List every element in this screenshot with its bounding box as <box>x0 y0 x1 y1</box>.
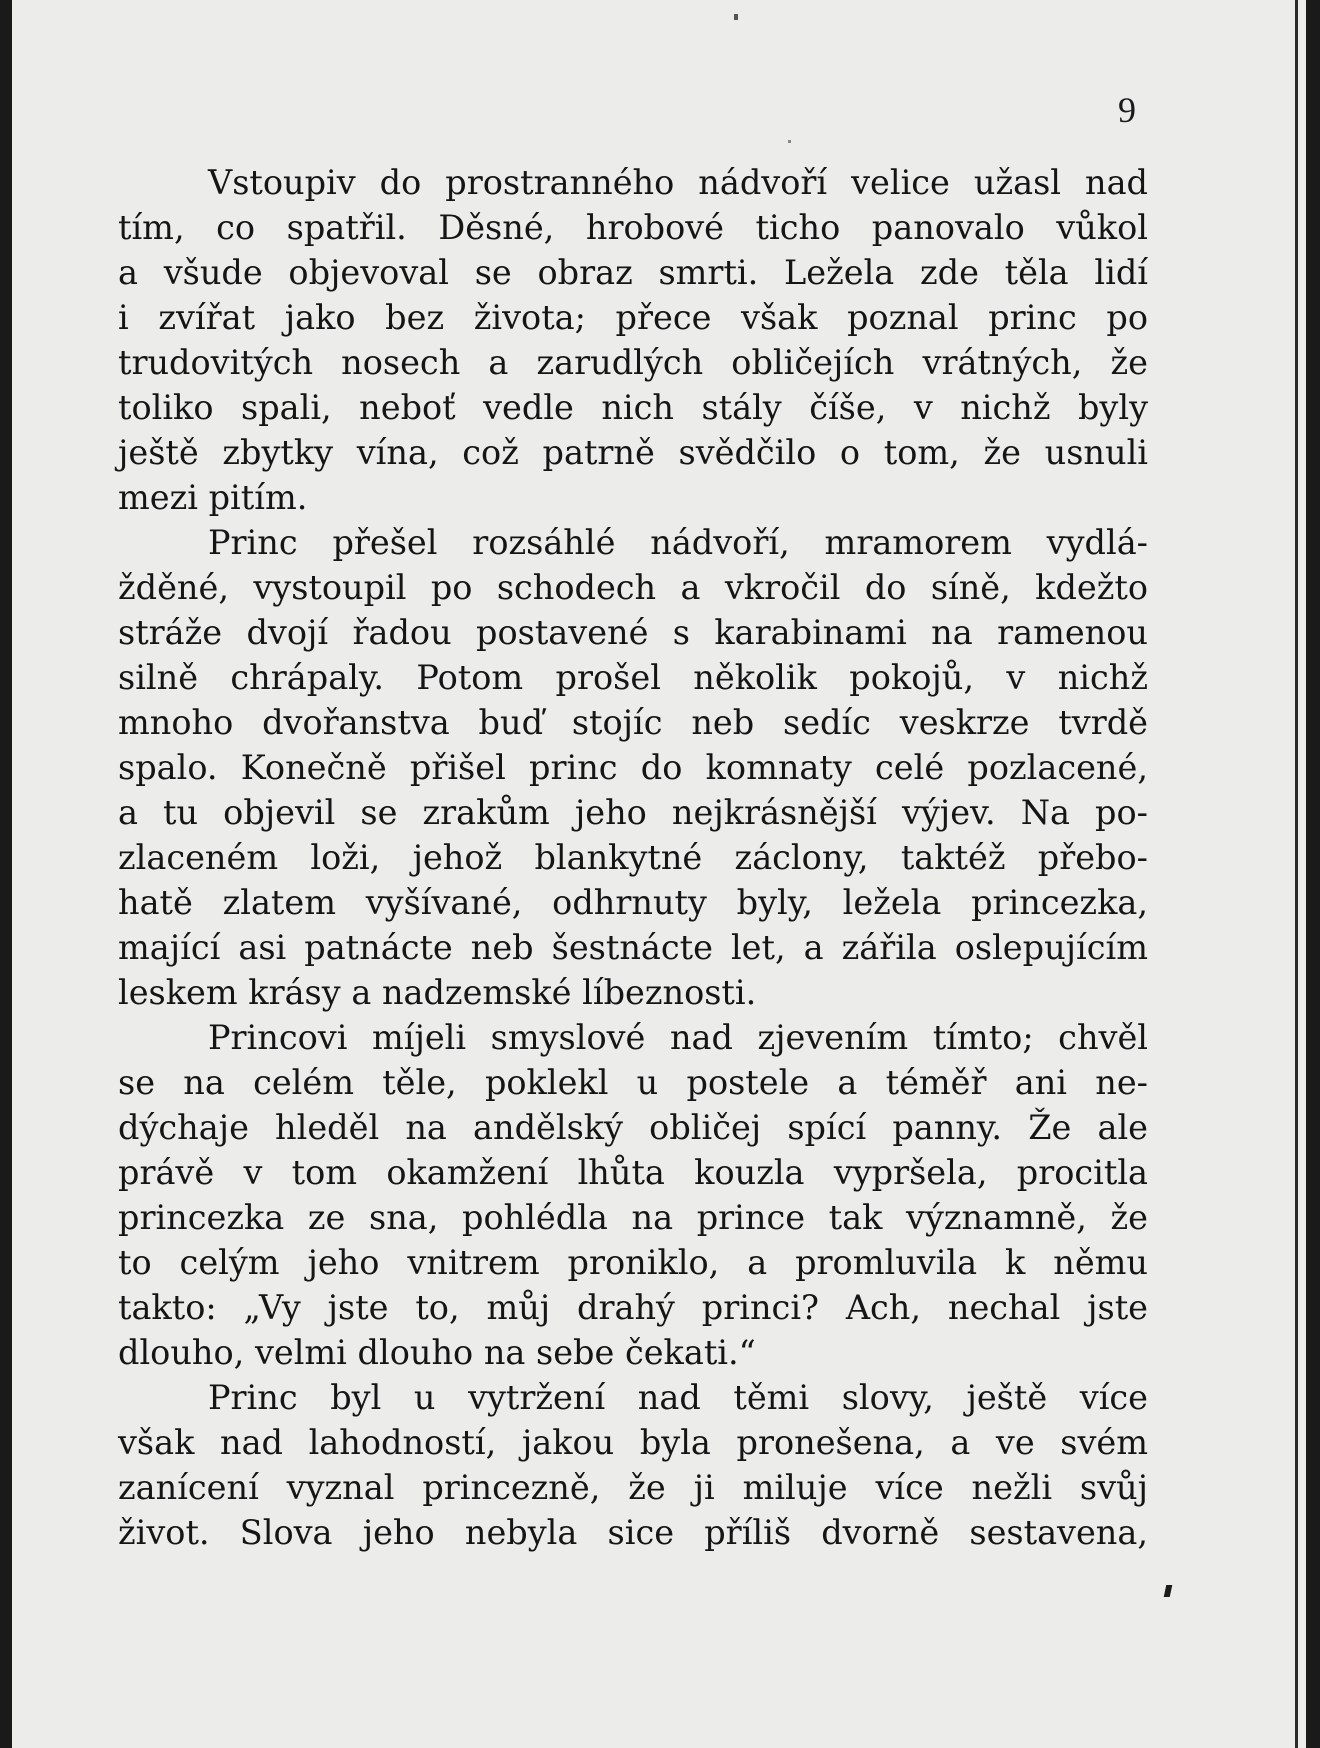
text-line: Vstoupiv do prostranného nádvoří velice užasl nad <box>208 163 1148 202</box>
text-line: i zvířat jako bez života; přece však poznal princ po <box>118 298 1148 337</box>
scan-speck-dot <box>788 140 791 143</box>
text-line: to celým jeho vnitrem proniklo, a promluvila k němu <box>118 1243 1148 1282</box>
text-line: stráže dvojí řadou postavené s karabinami na ramenou <box>118 613 1148 652</box>
text-line: však nad lahodností, jakou byla pronešena, a ve svém <box>118 1423 1148 1462</box>
text-line: žděné, vystoupil po schodech a vkročil do síně, kdežto <box>118 568 1148 607</box>
text-line: se na celém těle, poklekl u postele a téměř ani ne- <box>118 1063 1148 1102</box>
text-line: leskem krásy a nadzemské líbeznosti. <box>118 973 757 1012</box>
text-line: právě v tom okamžení lhůta kouzla vypršela, procitla <box>118 1153 1148 1192</box>
scan-speck-top <box>734 14 738 20</box>
scan-speck-margin <box>1164 1585 1173 1597</box>
scan-left-border <box>0 0 12 1748</box>
body-text <box>118 160 1148 1555</box>
text-line: hatě zlatem vyšívané, odhrnuty byly, ležela princezka, <box>118 883 1148 922</box>
text-line: Princovi míjeli smyslové nad zjevením tímto; chvěl <box>208 1018 1148 1057</box>
text-line: zanícení vyznal princezně, že ji miluje více nežli svůj <box>118 1468 1148 1507</box>
text-line: mnoho dvořanstva buď stojíc neb sedíc veskrze tvrdě <box>118 703 1148 742</box>
scan-right-edge-line <box>1295 0 1298 1748</box>
text-line: a všude objevoval se obraz smrti. Ležela zde těla lidí <box>118 253 1148 292</box>
text-line: dýchaje hleděl na andělský obličej spící panny. Že ale <box>118 1108 1148 1147</box>
text-line: silně chrápaly. Potom prošel několik pokojů, v nichž <box>118 658 1148 697</box>
text-line: zlaceném loži, jehož blankytné záclony, taktéž přebo- <box>118 838 1148 877</box>
text-line: toliko spali, neboť vedle nich stály číše, v nichž byly <box>118 388 1148 427</box>
text-line: princezka ze sna, pohlédla na prince tak významně, že <box>118 1198 1148 1237</box>
text-line: život. Slova jeho nebyla sice příliš dvorně sestavena, <box>118 1513 1148 1552</box>
page-number: 9 <box>1118 90 1136 130</box>
text-line: takto: „Vy jste to, můj drahý princi? Ach, nechal jste <box>118 1288 1148 1327</box>
text-line: a tu objevil se zrakům jeho nejkrásnější výjev. Na po- <box>118 793 1148 832</box>
text-line: Princ byl u vytržení nad těmi slovy, ještě více <box>208 1378 1148 1417</box>
text-line: trudovitých nosech a zarudlých obličejích vrátných, že <box>118 343 1148 382</box>
text-line: dlouho, velmi dlouho na sebe čekati.“ <box>118 1333 756 1372</box>
text-line: Princ přešel rozsáhlé nádvoří, mramorem vydlá- <box>208 523 1148 562</box>
text-line: ještě zbytky vína, což patrně svědčilo o tom, že usnuli <box>118 433 1148 472</box>
text-line: mezi pitím. <box>118 478 308 517</box>
scan-right-border <box>1306 0 1320 1748</box>
text-line: tím, co spatřil. Děsné, hrobové ticho panovalo vůkol <box>118 208 1148 247</box>
text-line: mající asi patnácte neb šestnácte let, a zářila oslepujícím <box>118 928 1148 967</box>
text-line: spalo. Konečně přišel princ do komnaty celé pozlacené, <box>118 748 1148 787</box>
